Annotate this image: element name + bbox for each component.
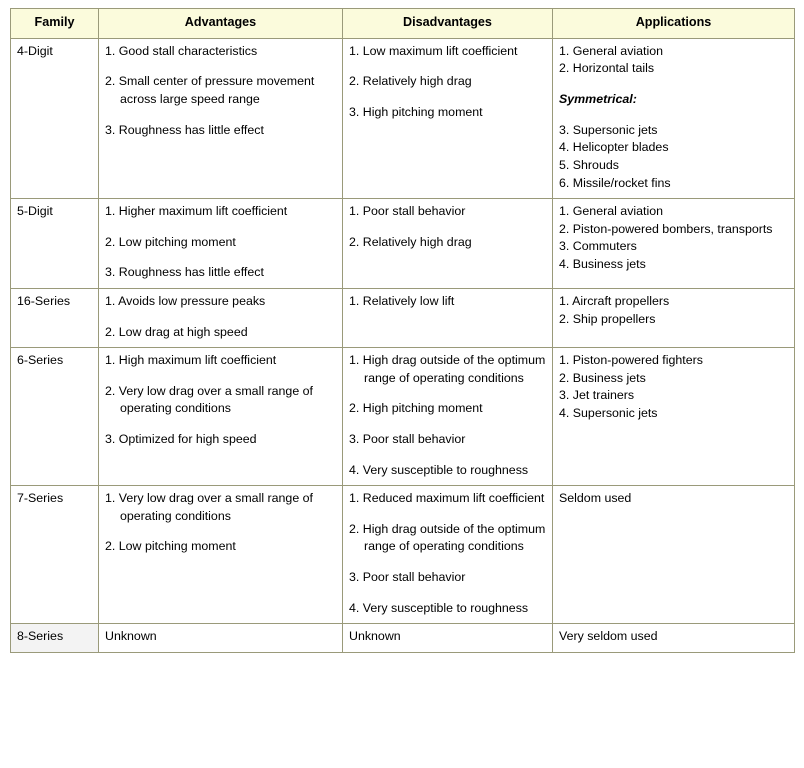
table-row bbox=[11, 624, 795, 653]
list-item: 1. General aviation bbox=[559, 204, 664, 219]
applications-cell bbox=[553, 38, 795, 198]
disadvantages-text: Unknown bbox=[349, 629, 401, 644]
list-item: 3. Poor stall behavior bbox=[349, 570, 466, 585]
list-item: 2. Low drag at high speed bbox=[105, 324, 248, 339]
list-item: 3. Optimized for high speed bbox=[105, 432, 257, 447]
table-row bbox=[11, 199, 795, 289]
applications-text: Very seldom used bbox=[559, 629, 658, 644]
applications-cell bbox=[553, 624, 795, 653]
applications-cell bbox=[553, 486, 795, 624]
family-name: 8-Series bbox=[11, 624, 99, 653]
advantages-text: Unknown bbox=[105, 629, 157, 644]
applications-subheading: Symmetrical: bbox=[559, 92, 637, 107]
list-item: 2. Low pitching moment bbox=[105, 234, 236, 249]
list-item: 1. High maximum lift coefficient bbox=[105, 353, 277, 368]
list-item: 2. Relatively high drag bbox=[349, 234, 472, 249]
table-row bbox=[11, 288, 795, 347]
advantages-list bbox=[105, 490, 336, 556]
family-name: 6-Series bbox=[11, 348, 99, 486]
column-header-family: Family bbox=[11, 9, 99, 39]
airfoil-family-table bbox=[10, 8, 795, 653]
disadvantages-cell bbox=[343, 486, 553, 624]
list-item: 1. Avoids low pressure peaks bbox=[105, 293, 266, 308]
advantages-list bbox=[105, 352, 336, 448]
list-item: 1. High drag outside of the optimum range of operating conditions bbox=[349, 353, 546, 385]
advantages-list bbox=[105, 43, 336, 139]
table-row bbox=[11, 38, 795, 198]
advantages-cell bbox=[99, 486, 343, 624]
disadvantages-cell bbox=[343, 624, 553, 653]
table-row bbox=[11, 348, 795, 486]
family-name: 16-Series bbox=[11, 288, 99, 347]
list-item: 1. Poor stall behavior bbox=[349, 204, 466, 219]
disadvantages-list bbox=[349, 203, 546, 251]
list-item: 1. Aircraft propellers bbox=[559, 293, 670, 308]
list-item: 1. Relatively low lift bbox=[349, 293, 455, 308]
list-item: 2. Low pitching moment bbox=[105, 539, 236, 554]
applications-cell bbox=[553, 199, 795, 289]
list-item: 2. Relatively high drag bbox=[349, 74, 472, 89]
applications-list bbox=[559, 352, 788, 422]
list-item: 4. Very susceptible to roughness bbox=[349, 600, 529, 615]
list-item: 5. Shrouds bbox=[559, 157, 619, 172]
list-item: 2. Ship propellers bbox=[559, 311, 656, 326]
disadvantages-list bbox=[349, 490, 546, 617]
disadvantages-cell bbox=[343, 38, 553, 198]
list-item: 1. Reduced maximum lift coefficient bbox=[349, 491, 545, 506]
disadvantages-list bbox=[349, 352, 546, 479]
list-item: 4. Business jets bbox=[559, 256, 646, 271]
list-item: 2. High pitching moment bbox=[349, 401, 483, 416]
list-item: 2. Business jets bbox=[559, 370, 646, 385]
disadvantages-cell bbox=[343, 348, 553, 486]
applications-cell bbox=[553, 288, 795, 347]
list-item: 3. Jet trainers bbox=[559, 388, 635, 403]
applications-list bbox=[559, 203, 788, 273]
list-item: 1. Piston-powered fighters bbox=[559, 353, 703, 368]
column-header-disadvantages: Disadvantages bbox=[343, 9, 553, 39]
list-item: 3. Roughness has little effect bbox=[105, 265, 264, 280]
applications-text: Seldom used bbox=[559, 491, 632, 506]
table-row bbox=[11, 486, 795, 624]
disadvantages-cell bbox=[343, 199, 553, 289]
list-item: 1. Good stall characteristics bbox=[105, 43, 258, 58]
advantages-cell bbox=[99, 288, 343, 347]
list-item: 1. Higher maximum lift coefficient bbox=[105, 204, 288, 219]
advantages-cell bbox=[99, 199, 343, 289]
advantages-list bbox=[105, 293, 336, 341]
list-item: 3. Commuters bbox=[559, 239, 637, 254]
list-item: 2. High drag outside of the optimum range of operating conditions bbox=[349, 521, 546, 554]
advantages-cell bbox=[99, 38, 343, 198]
family-name: 5-Digit bbox=[11, 199, 99, 289]
applications-list bbox=[559, 293, 788, 328]
disadvantages-list bbox=[349, 293, 546, 311]
advantages-list bbox=[105, 203, 336, 282]
list-item: 2. Horizontal tails bbox=[559, 61, 655, 76]
disadvantages-list bbox=[349, 43, 546, 122]
family-name: 4-Digit bbox=[11, 38, 99, 198]
list-item: 4. Supersonic jets bbox=[559, 406, 658, 421]
disadvantages-cell bbox=[343, 288, 553, 347]
list-item: 1. General aviation bbox=[559, 43, 664, 58]
table-header-row bbox=[11, 9, 795, 39]
list-item: 1. Very low drag over a small range of operating conditions bbox=[105, 491, 313, 523]
family-name: 7-Series bbox=[11, 486, 99, 624]
list-item: 4. Helicopter blades bbox=[559, 140, 669, 155]
applications-cell bbox=[553, 348, 795, 486]
list-item: 3. Supersonic jets bbox=[559, 122, 658, 137]
list-item: 3. Roughness has little effect bbox=[105, 122, 264, 137]
list-item: 4. Very susceptible to roughness bbox=[349, 462, 529, 477]
applications-list-top bbox=[559, 43, 788, 78]
list-item: 2. Piston-powered bombers, transports bbox=[559, 221, 773, 236]
list-item: 2. Very low drag over a small range of operating conditions bbox=[105, 383, 313, 416]
list-item: 6. Missile/rocket fins bbox=[559, 175, 671, 190]
applications-list-bottom bbox=[559, 122, 788, 192]
column-header-advantages: Advantages bbox=[99, 9, 343, 39]
advantages-cell bbox=[99, 348, 343, 486]
list-item: 3. Poor stall behavior bbox=[349, 432, 466, 447]
column-header-applications: Applications bbox=[553, 9, 795, 39]
advantages-cell bbox=[99, 624, 343, 653]
list-item: 1. Low maximum lift coefficient bbox=[349, 43, 518, 58]
list-item: 3. High pitching moment bbox=[349, 105, 483, 120]
list-item: 2. Small center of pressure movement across large speed range bbox=[105, 74, 315, 107]
